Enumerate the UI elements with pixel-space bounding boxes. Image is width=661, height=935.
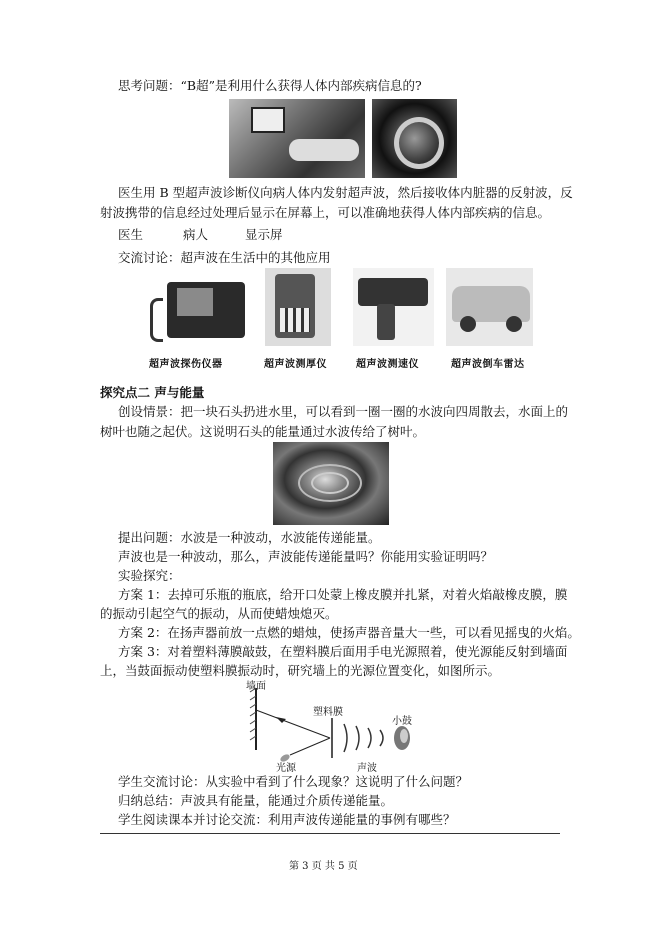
diagram-label-wall: 墙面 — [246, 681, 266, 692]
speed-gun-photo — [353, 268, 434, 346]
plan1-line1: 方案 1：去掉可乐瓶的瓶底，给开口处蒙上橡皮膜并扎紧，对着火焰敲橡皮膜，膜 — [118, 587, 568, 602]
caption-flaw-detector: 超声波探伤仪器 — [149, 359, 223, 370]
plan3-line1: 方案 3：对着塑料薄膜敲鼓，在塑料膜后面用手电光源照着，使光源能反射到墙面 — [118, 644, 568, 659]
discussion-applications: 交流讨论：超声波在生活中的其他应用 — [118, 250, 331, 265]
b-ultrasound-exam-photo — [229, 99, 365, 178]
b-ultrasound-question: 思考问题：“B超”是利用什么获得人体内部疾病信息的? — [118, 78, 422, 93]
question-sound-wave: 声波也是一种波动，那么，声波能传递能量吗？你能用实验证明吗？ — [118, 549, 494, 564]
scenario-line1: 创设情景：把一块石头扔进水里，可以看到一圈一圈的水波向四周散去，水面上的 — [118, 404, 569, 419]
water-ripple-photo — [273, 442, 389, 525]
b-ultrasound-explanation-line1: 医生用 B 型超声波诊断仪向病人体内发射超声波，然后接收体内脏器的反射波，反 — [118, 185, 573, 200]
plan1-line2: 的振动引起空气的振动，从而使蜡烛熄灭。 — [100, 606, 338, 621]
thickness-gauge-photo — [265, 268, 331, 346]
flaw-detector-photo — [147, 268, 250, 346]
ultrasound-scan-image — [372, 99, 457, 178]
label-screen: 显示屏 — [245, 227, 283, 242]
diagram-label-drum: 小鼓 — [392, 716, 412, 727]
diagram-label-wave: 声波 — [357, 763, 377, 774]
plan2: 方案 2：在扬声器前放一点燃的蜡烛，使扬声器音量大一些，可以看见摇曳的火焰。 — [118, 625, 580, 640]
scenario-line2: 树叶也随之起伏。这说明石头的能量通过水波传给了树叶。 — [100, 424, 426, 439]
caption-parking-radar: 超声波倒车雷达 — [451, 359, 525, 370]
reading-discussion: 学生阅读课本并讨论交流：利用声波传递能量的事例有哪些？ — [118, 812, 456, 827]
footer-rule — [100, 833, 560, 834]
caption-thickness-gauge: 超声波测厚仪 — [264, 359, 327, 370]
caption-speed-gun: 超声波测速仪 — [356, 359, 419, 370]
b-ultrasound-explanation-line2: 射波携带的信息经过处理后显示在屏幕上，可以准确地获得人体内部疾病的信息。 — [100, 205, 551, 220]
parking-radar-photo — [446, 268, 533, 346]
label-doctor: 医生 — [118, 227, 144, 242]
plan3-line2: 上，当鼓面振动使塑料膜振动时，研究墙上的光源位置变化，如图所示。 — [100, 663, 501, 678]
diagram-label-light: 光源 — [276, 763, 296, 774]
student-discussion: 学生交流讨论：从实验中看到了什么现象？这说明了什么问题？ — [118, 774, 469, 789]
section-title: 探究点二 声与能量 — [100, 385, 205, 400]
summary: 归纳总结：声波具有能量，能通过介质传递能量。 — [118, 793, 394, 808]
question-water-wave: 提出问题：水波是一种波动，水波能传递能量。 — [118, 530, 381, 545]
label-patient: 病人 — [183, 227, 209, 242]
diagram-label-film: 塑料膜 — [313, 707, 343, 718]
page-number: 第 3 页 共 5 页 — [289, 861, 358, 872]
experiment-heading: 实验探究： — [118, 568, 181, 583]
